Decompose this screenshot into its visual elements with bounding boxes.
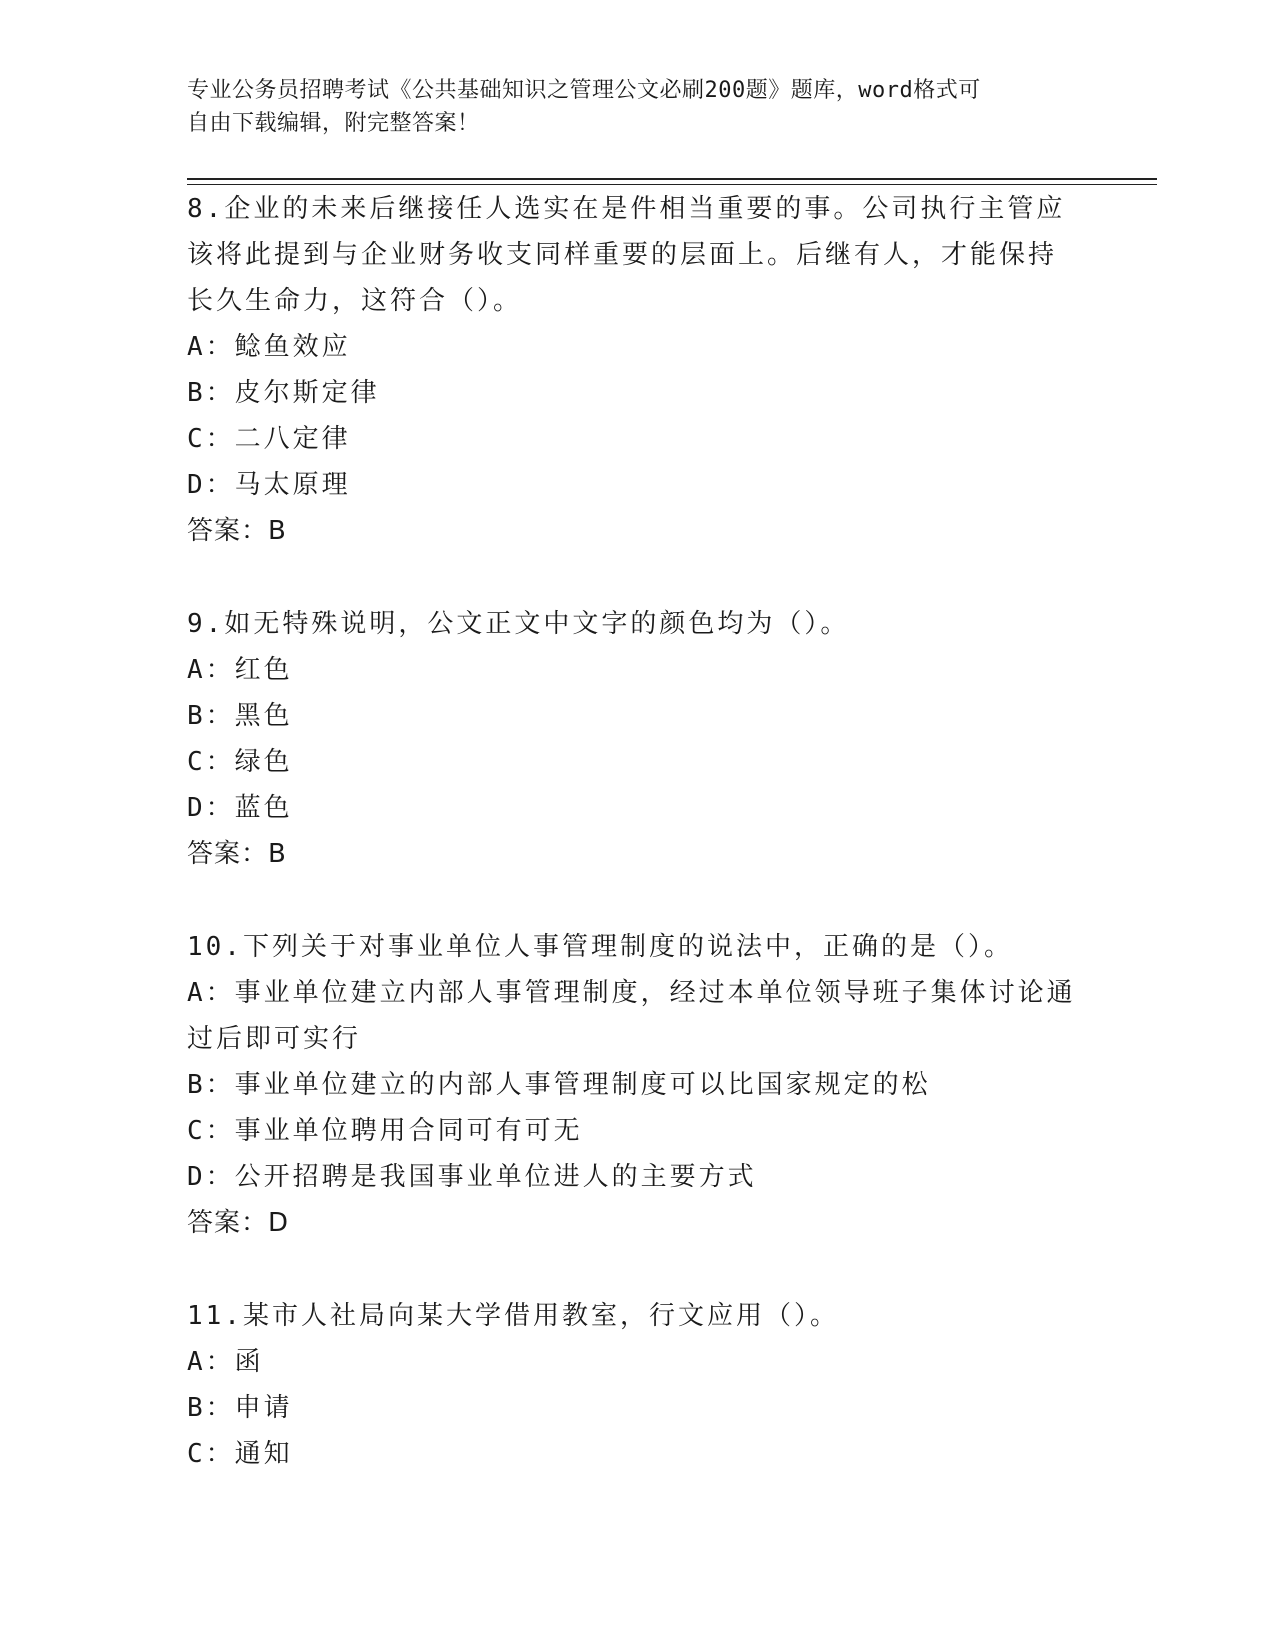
option-text: 公开招聘是我国事业单位进人的主要方式: [234, 1162, 757, 1192]
option-key: D：: [187, 1162, 235, 1192]
answer-value: B: [268, 516, 287, 546]
option-key: A：: [187, 332, 235, 362]
option-text: 事业单位建立内部人事管理制度，经过本单位领导班子集体讨论通过后即可实行: [187, 978, 1076, 1054]
option-text: 蓝色: [234, 793, 293, 823]
option-key: B：: [187, 1070, 235, 1100]
option-text: 事业单位聘用合同可有可无: [234, 1116, 583, 1146]
option-a: [187, 970, 1077, 1062]
option-a: [187, 647, 1157, 693]
question-stem: 企业的未来后继接任人选实在是件相当重要的事。公司执行主管应该将此提到与企业财务收支同样重要的层面上。后继有人，才能保持长久生命力，这符合（）。: [187, 194, 1066, 316]
option-text: 函: [234, 1347, 264, 1377]
header-line-2: 自由下载编辑，附完整答案！: [187, 111, 480, 136]
option-text: 皮尔斯定律: [234, 378, 380, 408]
option-key: D：: [187, 470, 235, 500]
question-stem: 如无特殊说明，公文正文中文字的颜色均为（）。: [224, 609, 850, 639]
option-d: [187, 785, 1157, 831]
option-b: [187, 370, 1157, 416]
option-d: [187, 1154, 1157, 1200]
question-10: [187, 924, 1157, 1246]
option-key: B：: [187, 1393, 235, 1423]
option-key: A：: [187, 655, 235, 685]
answer-label: 答案：: [187, 1208, 269, 1238]
option-text: 黑色: [234, 701, 293, 731]
option-text: 事业单位建立的内部人事管理制度可以比国家规定的松: [234, 1070, 931, 1100]
option-text: 红色: [234, 655, 293, 685]
answer-line: [187, 508, 1157, 554]
question-number: 11.: [187, 1301, 243, 1331]
option-b: [187, 1385, 1157, 1431]
option-text: 申请: [234, 1393, 293, 1423]
option-key: C：: [187, 747, 235, 777]
header-line-1: 专业公务员招聘考试《公共基础知识之管理公文必刷200题》题库，word格式可: [187, 78, 981, 103]
option-text: 马太原理: [234, 470, 351, 500]
option-b: [187, 693, 1157, 739]
option-text: 通知: [234, 1439, 293, 1469]
question-number: 10.: [187, 932, 243, 962]
option-key: B：: [187, 378, 235, 408]
option-key: C：: [187, 1439, 235, 1469]
option-key: C：: [187, 424, 235, 454]
option-key: B：: [187, 701, 235, 731]
option-a: [187, 1339, 1157, 1385]
answer-line: [187, 831, 1157, 877]
question-9: [187, 601, 1157, 877]
answer-value: D: [268, 1208, 290, 1238]
option-c: [187, 1108, 1157, 1154]
option-text: 鲶鱼效应: [234, 332, 351, 362]
option-key: C：: [187, 1116, 235, 1146]
answer-line: [187, 1200, 1157, 1246]
question-stem: 某市人社局向某大学借用教室，行文应用（）。: [242, 1301, 839, 1331]
option-key: D：: [187, 793, 235, 823]
option-text: 绿色: [234, 747, 293, 777]
option-key: A：: [187, 978, 235, 1008]
option-key: A：: [187, 1347, 235, 1377]
question-number: 8.: [187, 194, 225, 224]
option-text: 二八定律: [234, 424, 351, 454]
question-stem: 下列关于对事业单位人事管理制度的说法中，正确的是（）。: [242, 932, 1013, 962]
header-divider-thin: [187, 184, 1157, 185]
question-11: [187, 1293, 1157, 1477]
answer-label: 答案：: [187, 516, 269, 546]
option-d: [187, 462, 1157, 508]
option-a: [187, 324, 1157, 370]
option-c: [187, 1431, 1157, 1477]
option-b: [187, 1062, 1157, 1108]
answer-label: 答案：: [187, 839, 269, 869]
question-list: [187, 186, 1157, 1524]
answer-value: B: [268, 839, 287, 869]
document-header: [187, 74, 1087, 140]
header-divider-thick: [187, 178, 1157, 180]
question-8: [187, 186, 1157, 554]
question-number: 9.: [187, 609, 225, 639]
option-c: [187, 739, 1157, 785]
option-c: [187, 416, 1157, 462]
